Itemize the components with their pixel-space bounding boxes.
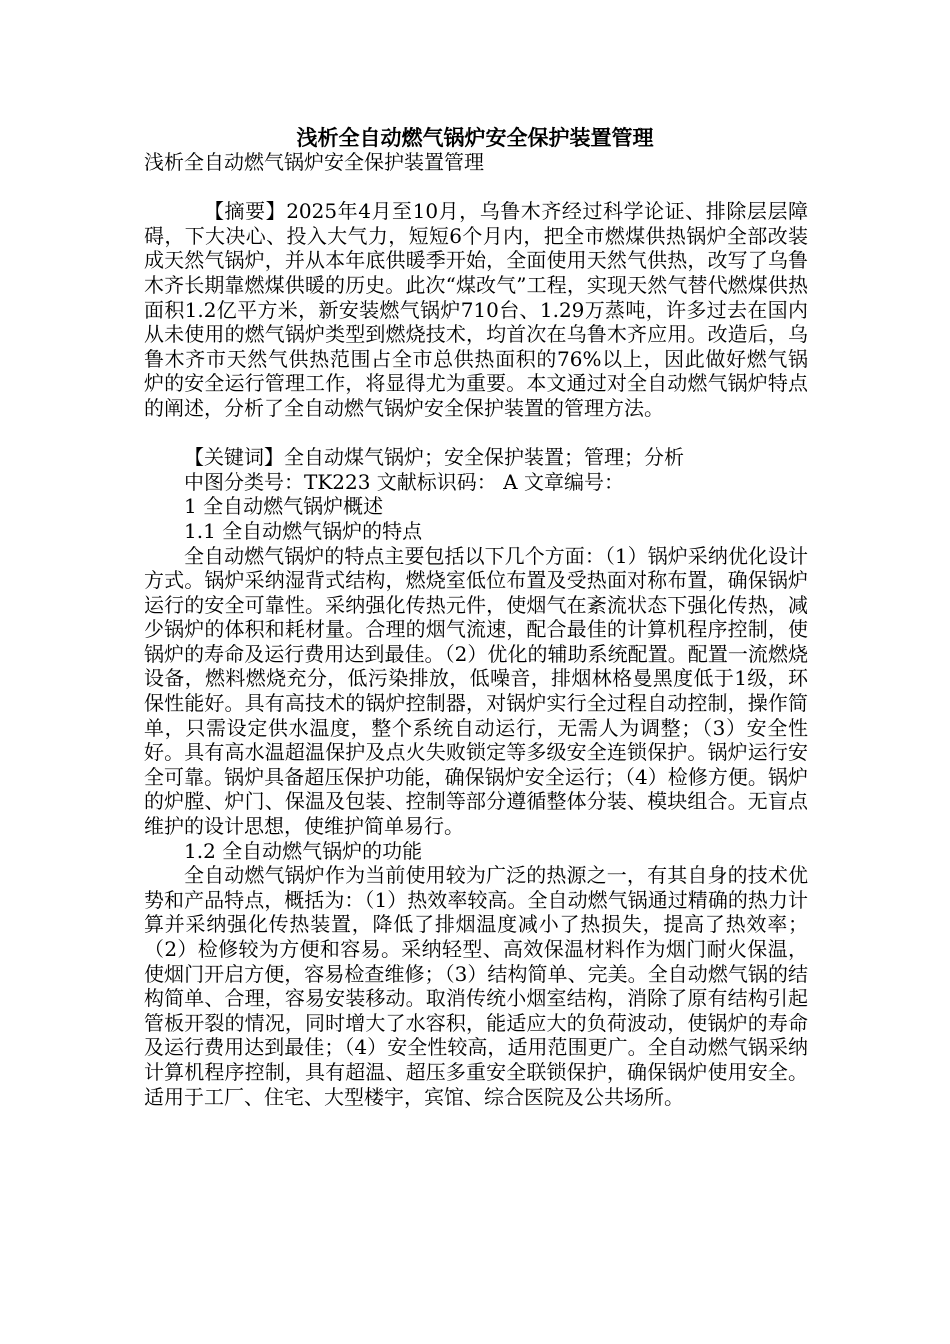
document-body xyxy=(144,150,808,1109)
classification-line: 中图分类号：TK223 文献标识码： A 文章编号： xyxy=(184,469,624,494)
document-subtitle: 浅析全自动燃气锅炉安全保护装置管理 xyxy=(144,150,484,174)
abstract-paragraph: 【摘要】2025年4月至10月，乌鲁木齐经过科学论证、排除层层障碍，下大决心、投入大气力，短短6个月内，把全市燃煤供热锅炉全部改装成天然气锅炉，并从本年底供暖季开始，全面使用天然气供热，改写了乌鲁木齐长期靠燃煤供暖的历史。此次“煤改气”工程，实现天然气替代燃煤供热面积1.2亿平方米，新安装燃气锅炉710台、1.29万蒸吨，许多过去在国内从未使用的燃气锅炉类型到燃烧技术，均首次在乌鲁木齐应用。改造后，乌鲁木齐市天然气供热范围占全市总供热面积的76%以上，因此做好燃气锅炉的安全运行管理工作，将显得尤为重要。本文通过对全自动燃气锅炉特点的阐述，分析了全自动燃气锅炉安全保护装置的管理方法。 xyxy=(144,199,808,420)
body-paragraph-1-1: 全自动燃气锅炉的特点主要包括以下几个方面：（1）锅炉采纳优化设计方式。锅炉采纳湿背式结构，燃烧室低位布置及受热面对称布置，确保锅炉运行的安全可靠性。采纳强化传热元件，使烟气在紊流状态下强化传热，减少锅炉的体积和耗材量。合理的烟气流速，配合最佳的计算机程序控制，使锅炉的寿命及运行费用达到最佳。（2）优化的辅助系统配置。配置一流燃烧设备，燃料燃烧充分，低污染排放，低噪音，排烟林格曼黑度低于1级，环保性能好。具有高技术的锅炉控制器，对锅炉实行全过程自动控制，操作简单，只需设定供水温度，整个系统自动运行，无需人为调整；（3）安全性好。具有高水温超温保护及点火失败锁定等多级安全连锁保护。锅炉运行安全可靠。锅炉具备超压保护功能，确保锅炉安全运行；（4）检修方便。锅炉的炉膛、炉门、保温及包装、控制等部分遵循整体分装、模块组合。无盲点维护的设计思想，使维护简单易行。 xyxy=(144,543,808,839)
document-title: 浅析全自动燃气锅炉安全保护装置管理 xyxy=(296,125,654,150)
body-paragraph-1-2: 全自动燃气锅炉作为当前使用较为广泛的热源之一，有其自身的技术优势和产品特点，概括为：（1）热效率较高。全自动燃气锅通过精确的热力计算并采纳强化传热装置，降低了排烟温度减小了热损失，提高了热效率；（2）检修较为方便和容易。采纳轻型、高效保温材料作为烟门耐火保温，使烟门开启方便，容易检查维修；（3）结构简单、完美。全自动燃气锅的结构简单、合理，容易安装移动。取消传统小烟室结构，消除了原有结构引起管板开裂的情况，同时增大了水容积，能适应大的负荷波动，使锅炉的寿命及运行费用达到最佳；（4）安全性较高，适用范围更广。全自动燃气锅采纳计算机程序控制，具有超温、超压多重安全联锁保护，确保锅炉使用安全。适用于工厂、住宅、大型楼宇，宾馆、综合医院及公共场所。 xyxy=(144,863,808,1109)
section-heading-1: 1 全自动燃气锅炉概述 xyxy=(184,494,384,519)
section-heading-1-1: 1.1 全自动燃气锅炉的特点 xyxy=(184,518,423,543)
keywords-line: 【关键词】全自动煤气锅炉；安全保护装置；管理；分析 xyxy=(184,445,684,470)
section-heading-1-2: 1.2 全自动燃气锅炉的功能 xyxy=(184,838,423,863)
